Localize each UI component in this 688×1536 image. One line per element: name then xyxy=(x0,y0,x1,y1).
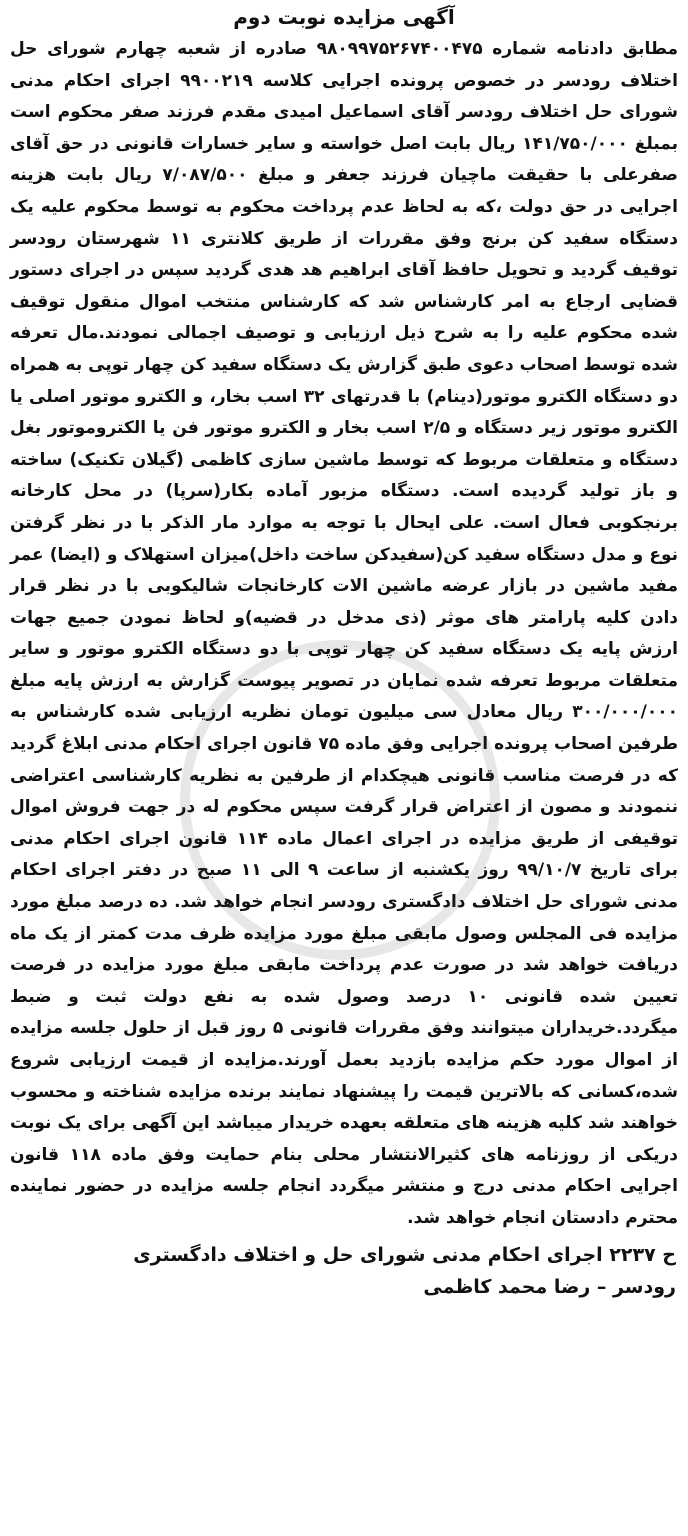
notice-title: آگهی مزایده نوبت دوم xyxy=(233,5,455,29)
footer-line-2: رودسر – رضا محمد کاظمی xyxy=(423,1275,676,1298)
notice-footer xyxy=(10,1239,678,1303)
footer-line-1: ح ۲۲۳۷ اجرای احکام مدنی شورای حل و اختلاف دادگستری xyxy=(133,1243,676,1266)
notice-body: مطابق دادنامه شماره ۹۸۰۹۹۷۵۲۶۷۴۰۰۴۷۵ صادره از شعبه چهارم شورای حل اختلاف رودسر در خصوص پرونده اجرایی کلاسه ۹۹۰۰۲۱۹ اجرای احکام مدنی شورای حل اختلاف رودسر آقای اسماعیل امیدی مقدم فرزند صفر محکوم است بمبلغ ۱۴۱/۷۵۰/۰۰۰ ریال بابت اصل خواسته و سایر خسارات قانونی در حق آقای صفرعلی با حقیقت ماچیان فرزند جعفر و مبلغ ۷/۰۸۷/۵۰۰ ریال بابت هزینه اجرایی در حق دولت ،که به لحاظ عدم پرداخت محکوم به توسط محکوم علیه یک دستگاه سفید کن برنج وفق مقررات از طریق کلانتری ۱۱ شهرستان رودسر توقیف گردید و تحویل حافظ آقای ابراهیم هد هدی گردید سپس در اجرای دستور قضایی ارجاع به امر کارشناس شد که کارشناس منتخب اموال منقول توقیف شده محکوم علیه را به شرح ذیل ارزیابی و توصیف اجمالی نمودند.مال تعرفه شده توسط اصحاب دعوی طبق گزارش یک دستگاه سفید کن چهار توپی به همراه دو دستگاه الکترو موتور(دینام) با قدرتهای ۳۲ اسب بخار، و الکترو موتور اصلی یا الکترو موتور زیر دستگاه و ۲/۵ اسب بخار و الکترو موتور فن یا الکتروموتور بغل دستگاه و متعلقات مربوط که توسط ماشین سازی کاظمی (گیلان تکنیک) ساخته و باز تولید گردیده است. دستگاه مزبور آماده بکار(سرپا) در محل کارخانه برنجکوبی فعال است. علی ایحال با توجه به موارد مار الذکر با در نظر گرفتن نوع و مدل دستگاه سفید کن(سفیدکن ساخت داخل)میزان استهلاک و (ایضا) عمر مفید ماشین در بازار عرضه ماشین الات کارخانجات شالیکوبی با در نظر قرار دادن کلیه پارامتر های موثر (ذی مدخل در قضیه)و لحاظ نمودن جمیع جهات ارزش پایه یک دستگاه سفید کن چهار توپی با دو دستگاه الکترو موتور و سایر متعلقات مربوط تعرفه شده نمایان در تصویر پیوست گزارش به ارزش پایه مبلغ ۳۰۰/۰۰۰/۰۰۰ ریال معادل سی میلیون تومان نظریه ارزیابی شده کارشناس به طرفین اصحاب پرونده اجرایی وفق ماده ۷۵ قانون اجرای احکام مدنی ابلاغ گردید که در فرصت مناسب قانونی هیچکدام از طرفین به نظریه کارشناسی اعتراضی ننمودند و مصون از اعتراض قرار گرفت سپس محکوم له در جهت فروش اموال توقیفی از طریق مزایده در اجرای اعمال ماده ۱۱۴ قانون اجرای احکام مدنی برای تاریخ ۹۹/۱۰/۷ روز یکشنبه از ساعت ۹ الی ۱۱ صبح در دفتر اجرای احکام مدنی شورای حل اختلاف دادگستری رودسر انجام خواهد شد. ده درصد مبلغ مورد مزایده فی المجلس وصول مابقی مبلغ مورد مزایده ظرف مدت کمتر از یک ماه دریافت خواهد شد در صورت عدم پرداخت مابقی مبلغ مورد مزایده در فرصت تعیین شده قانونی ۱۰ درصد وصول شده به نفع دولت ثبت و ضبط میگردد.خریداران میتوانند وفق مقررات قانونی ۵ روز قبل از حلول جلسه مزایده از اموال مورد حکم مزایده بازدید بعمل آورند.مزایده از قیمت ارزیابی شروع شده،کسانی که بالاترین قیمت را پیشنهاد نمایند برنده مزایده شناخته و محسوب خواهند شد کلیه هزینه های متعلقه بعهده خریدار میباشد این آگهی برای یک نوبت دریکی از روزنامه های کثیرالانتشار محلی بنام حمایت وفق ماده ۱۱۸ قانون اجرایی احکام مدنی درج و منتشر میگردد انجام جلسه مزایده در حضور نماینده محترم دادستان انجام خواهد شد. xyxy=(10,39,679,1228)
